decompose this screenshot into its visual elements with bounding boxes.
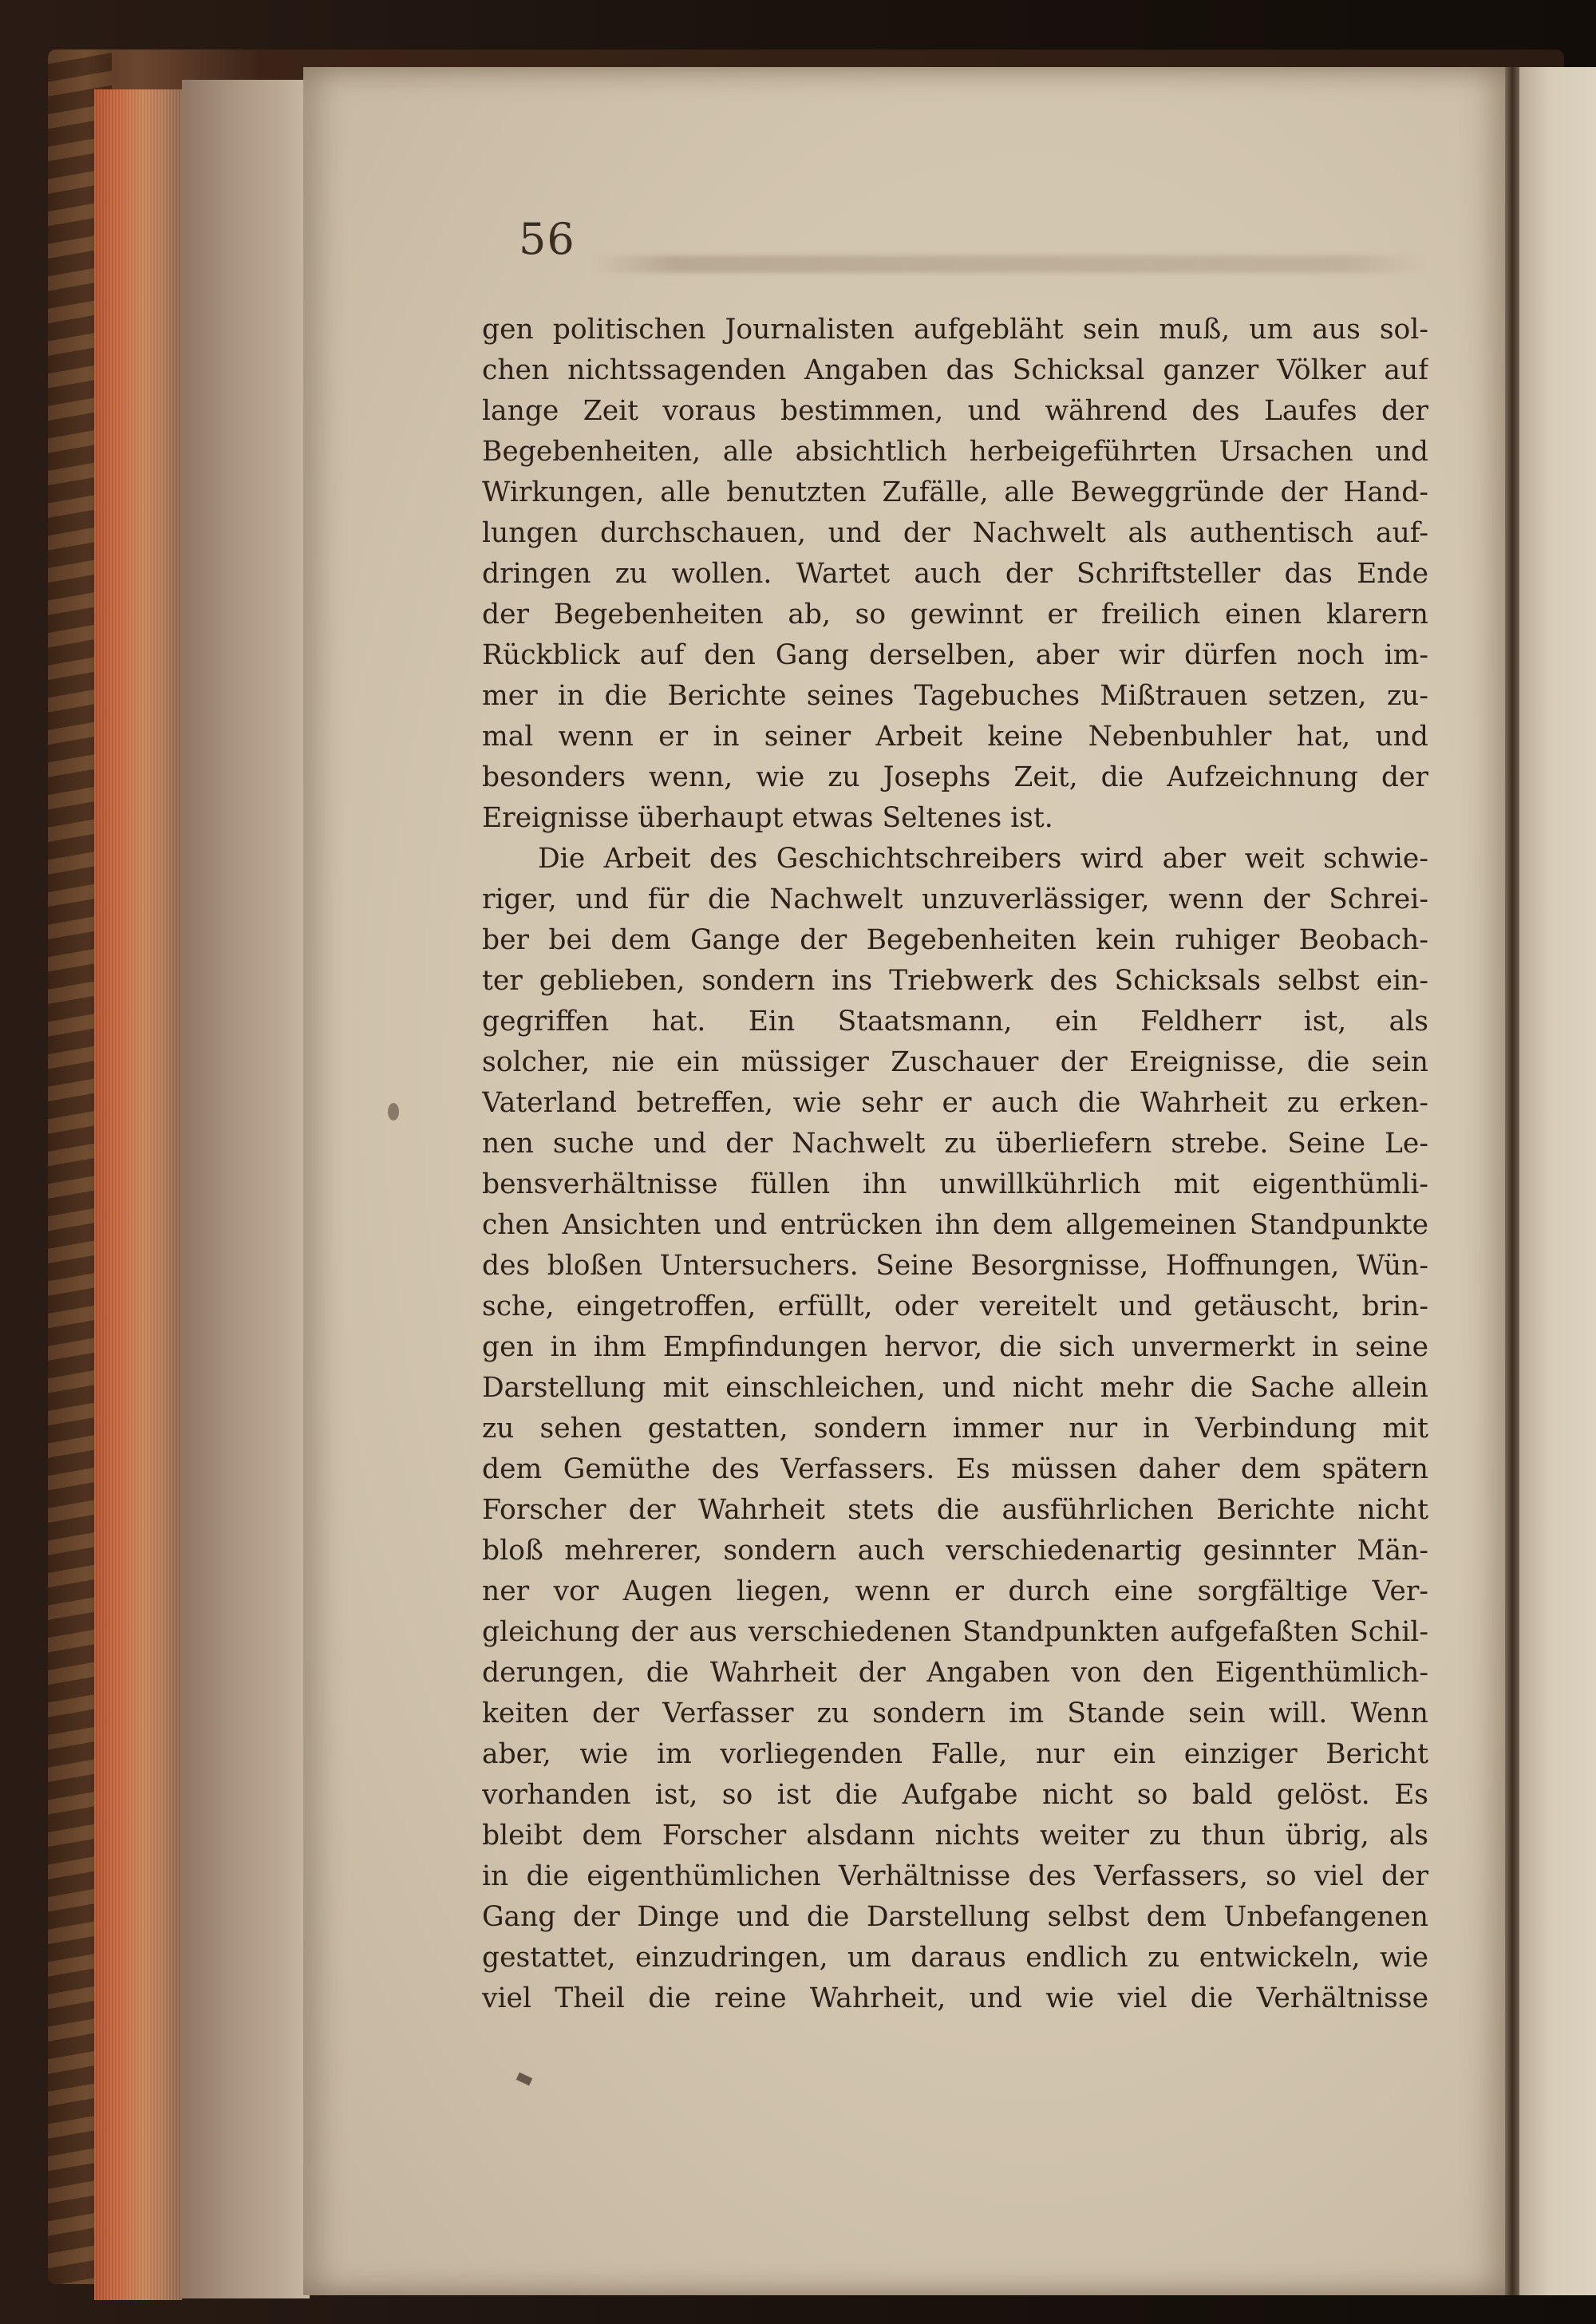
text-line: zu sehen gestatten, sondern immer nur in Verbindung mit — [482, 1413, 1428, 1445]
text-line: mer in die Berichte seines Tagebuches Mißtrauen setzen, zu- — [482, 680, 1428, 712]
text-line: in die eigenthümlichen Verhältnisse des Verfassers, so viel der — [482, 1860, 1428, 1892]
text-line: Wirkungen, alle benutzten Zufälle, alle Beweggründe der Hand- — [482, 476, 1428, 508]
text-line: Ereignisse überhaupt etwas Seltenes ist. — [482, 802, 1053, 834]
text-line: besonders wenn, wie zu Josephs Zeit, die Aufzeichnung der — [482, 761, 1428, 793]
text-line: keiten der Verfasser zu sondern im Stande sein will. Wenn — [482, 1698, 1428, 1729]
text-line: des bloßen Untersuchers. Seine Besorgnisse, Hoffnungen, Wün- — [482, 1250, 1428, 1282]
text-line: Vaterland betreffen, wie sehr er auch die Wahrheit zu erken- — [482, 1087, 1428, 1119]
text-line: solcher, nie ein müssiger Zuschauer der Ereignisse, die sein — [482, 1046, 1428, 1078]
text-line: bleibt dem Forscher alsdann nichts weiter zu thun übrig, als — [482, 1820, 1428, 1852]
text-line: Darstellung mit einschleichen, und nicht mehr die Sache allein — [482, 1372, 1428, 1404]
text-line: mal wenn er in seiner Arbeit keine Nebenbuhler hat, und — [482, 721, 1428, 753]
text-line: nen suche und der Nachwelt zu überliefern strebe. Seine Le- — [482, 1128, 1428, 1160]
text-line: lange Zeit voraus bestimmen, und während des Laufes der — [482, 395, 1428, 427]
text-line: dem Gemüthe des Verfassers. Es müssen daher dem spätern — [482, 1453, 1428, 1485]
ink-spot — [388, 1103, 399, 1120]
text-line: bloß mehrerer, sondern auch verschiedenartig gesinnter Män- — [482, 1535, 1428, 1567]
text-line: gen politischen Journalisten aufgebläht sein muß, um aus sol- — [482, 314, 1428, 346]
text-line: viel Theil die reine Wahrheit, und wie viel die Verhältnisse — [482, 1982, 1428, 2014]
text-line: ner vor Augen liegen, wenn er durch eine sorgfältige Ver- — [482, 1575, 1428, 1607]
text-line: der Begebenheiten ab, so gewinnt er freilich einen klarern — [482, 599, 1428, 630]
text-line: gegriffen hat. Ein Staatsmann, ein Feldherr ist, als — [482, 1006, 1428, 1038]
text-line: Forscher der Wahrheit stets die ausführlichen Berichte nicht — [482, 1494, 1428, 1526]
text-line: sche, eingetroffen, erfüllt, oder vereitelt und getäuscht, brin- — [482, 1290, 1428, 1322]
header-rule — [591, 255, 1428, 273]
text-line: gleichung der aus verschiedenen Standpunkten aufgefaßten Schil- — [482, 1616, 1428, 1648]
text-line: ter geblieben, sondern ins Triebwerk des Schicksals selbst ein- — [482, 965, 1428, 997]
text-line: bensverhältnisse füllen ihn unwillkührlich mit eigenthümli- — [482, 1168, 1428, 1200]
page-stack — [182, 80, 310, 2298]
text-line: vorhanden ist, so ist die Aufgabe nicht so bald gelöst. Es — [482, 1779, 1428, 1811]
text-line: derungen, die Wahrheit der Angaben von den Eigenthümlich- — [482, 1657, 1428, 1689]
text-line: gestattet, einzudringen, um daraus endlich zu entwickeln, wie — [482, 1942, 1428, 1974]
text-line: chen nichtssagenden Angaben das Schicksal ganzer Völker auf — [482, 354, 1428, 386]
text-line: chen Ansichten und entrücken ihn dem allgemeinen Standpunkte — [482, 1209, 1428, 1241]
text-line: dringen zu wollen. Wartet auch der Schriftsteller das Ende — [482, 558, 1428, 590]
book-gutter — [1505, 67, 1519, 2295]
text-line: Gang der Dinge und die Darstellung selbst dem Unbefangenen — [482, 1901, 1428, 1933]
page-edges — [94, 89, 182, 2300]
text-line: aber, wie im vorliegenden Falle, nur ein einziger Bericht — [482, 1738, 1428, 1770]
text-line: ber bei dem Gange der Begebenheiten kein ruhiger Beobach- — [482, 924, 1428, 956]
text-line: Begebenheiten, alle absichtlich herbeigeführten Ursachen und — [482, 436, 1428, 468]
text-line: gen in ihm Empfindungen hervor, die sich unvermerkt in seine — [482, 1331, 1428, 1363]
facing-page-edge — [1519, 67, 1596, 2295]
text-line: riger, und für die Nachwelt unzuverlässiger, wenn der Schrei- — [482, 883, 1428, 915]
page-number: 56 — [519, 214, 575, 264]
text-line: lungen durchschauen, und der Nachwelt als authentisch auf- — [482, 517, 1428, 549]
text-line: Die Arbeit des Geschichtschreibers wird aber weit schwie- — [538, 843, 1428, 875]
body-text — [482, 310, 1428, 2019]
text-line: Rückblick auf den Gang derselben, aber wir dürfen noch im- — [482, 639, 1428, 671]
